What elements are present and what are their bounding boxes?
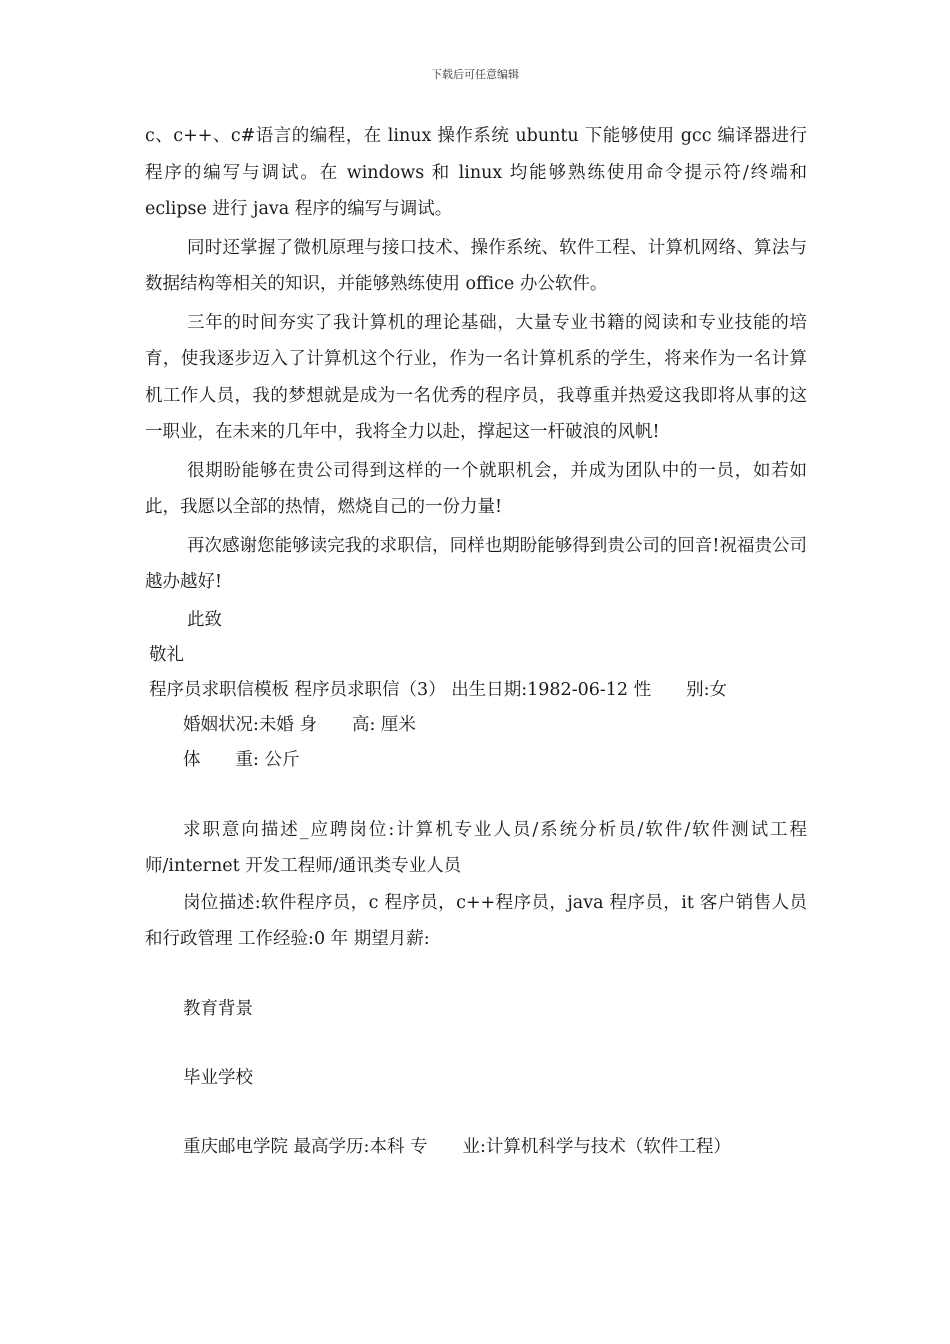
- paragraph-thanks: 再次感谢您能够读完我的求职信，同样也期盼能够得到贵公司的回音!祝福贵公司越办越好!: [145, 535, 807, 592]
- school-label: 毕业学校: [183, 1067, 253, 1088]
- spacer: [145, 1027, 807, 1061]
- page-header: 下载后可任意编辑: [431, 68, 519, 81]
- resume-weight: 体 重: 公斤: [183, 749, 300, 770]
- document-body: [145, 118, 807, 1165]
- spacer: [145, 778, 807, 812]
- paragraph-career-goal: 三年的时间夯实了我计算机的理论基础，大量专业书籍的阅读和专业技能的培育，使我逐步迈入了计算机这个行业，作为一名计算机系的学生，将来作为一名计算机工作人员，我的梦想就是成为一名优秀的程序员，我尊重并热爱这我即将从事的这一职业，在未来的几年中，我将全力以赴，撑起这一杆破浪的风帆!: [145, 312, 807, 442]
- closing-jingli: 敬礼: [149, 644, 184, 665]
- school-detail-line: 重庆邮电学院 最高学历:本科 专 业:计算机科学与技术（软件工程）: [183, 1136, 731, 1157]
- section-education: 教育背景: [183, 998, 253, 1019]
- resume-marital-height: 婚姻状况:未婚 身 高: 厘米: [183, 714, 416, 735]
- spacer: [145, 958, 807, 992]
- resume-job-intent: 求职意向描述_应聘岗位:计算机专业人员/系统分析员/软件/软件测试工程师/internet 开发工程师/通讯类专业人员: [145, 819, 807, 876]
- paragraph-hope: 很期盼能够在贵公司得到这样的一个就职机会，并成为团队中的一员，如若如此，我愿以全部的热情，燃烧自己的一份力量!: [145, 460, 807, 517]
- resume-job-description: 岗位描述:软件程序员，c 程序员，c++程序员，java 程序员，it 客户销售人员和行政管理 工作经验:0 年 期望月薪:: [145, 892, 807, 949]
- paragraph-programming-skills: c、c++、c#语言的编程，在 linux 操作系统 ubuntu 下能够使用 gcc 编译器进行程序的编写与调试。在 windows 和 linux 均能够熟练使用命令提示符/终端和 eclipse 进行 java 程序的编写与调试。: [145, 126, 807, 219]
- paragraph-knowledge: 同时还掌握了微机原理与接口技术、操作系统、软件工程、计算机网络、算法与数据结构等相关的知识，并能够熟练使用 office 办公软件。: [145, 237, 807, 294]
- resume-title-line: 程序员求职信模板 程序员求职信（3） 出生日期:1982-06-12 性 别:女: [149, 679, 728, 700]
- spacer: [145, 1096, 807, 1130]
- closing-cizhi: 此致: [187, 609, 222, 630]
